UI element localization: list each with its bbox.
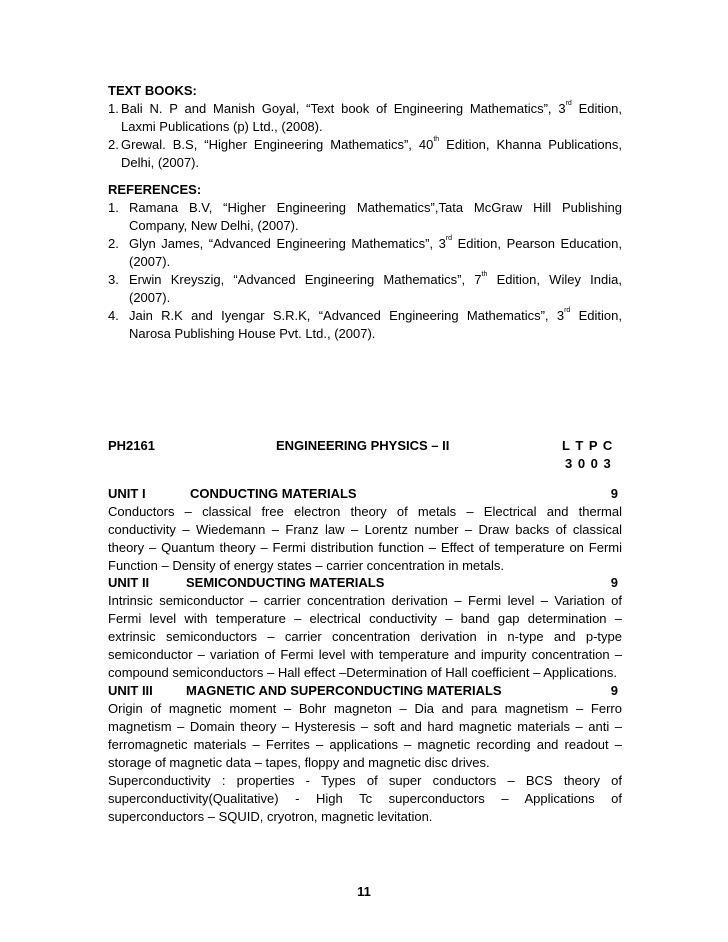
reference-item-line: Company, New Delhi, (2007).: [129, 218, 299, 233]
reference-item-number: 2.: [108, 236, 119, 251]
references-heading: REFERENCES:: [108, 182, 202, 197]
reference-item-number: 4.: [108, 308, 119, 323]
textbooks-heading: TEXT BOOKS:: [108, 83, 197, 98]
unit-heading: [108, 574, 622, 592]
unit-description-line: theory – Quantum theory – Fermi distribution function – Effect of temperature on Fermi: [108, 540, 622, 555]
unit-description-line: Intrinsic semiconductor – carrier concentration derivation – Fermi level – Variation of: [108, 593, 622, 608]
unit-title: MAGNETIC AND SUPERCONDUCTING MATERIALS: [186, 683, 502, 698]
ltpc-values: 3 0 0 3: [565, 456, 611, 471]
unit-description-line: ferromagnetic materials – Ferrites – applications – magnetic recording and readout –: [108, 737, 622, 752]
unit-hours: 9: [610, 486, 618, 501]
reference-item: [108, 199, 622, 235]
textbook-item-line: Laxmi Publications (p) Ltd., (2008).: [121, 119, 323, 134]
textbook-item-number: 1.: [108, 101, 119, 116]
reference-item-number: 3.: [108, 272, 119, 287]
unit-heading: [108, 485, 622, 503]
unit-label: UNIT III: [108, 683, 153, 698]
unit-description-line: Conductors – classical free electron theory of metals – Electrical and thermal: [108, 504, 622, 519]
unit-section: [108, 574, 622, 682]
unit-description-line: Origin of magnetic moment – Bohr magneton – Dia and para magnetism – Ferro: [108, 701, 622, 716]
unit-description: [108, 592, 622, 682]
textbook-item-line: Delhi, (2007).: [121, 155, 200, 170]
textbook-item-line: Grewal. B.S, “Higher Engineering Mathematics”, 40th Edition, Khanna Publications,: [121, 135, 623, 152]
reference-item: [108, 307, 622, 343]
unit-description-line: Function – Density of energy states – carrier concentration in metals.: [108, 558, 504, 573]
page-number: 11: [357, 884, 371, 899]
unit-description-line: compound semiconductors – Hall effect –Determination of Hall coefficient – Applications.: [108, 665, 617, 680]
unit-label: UNIT II: [108, 575, 150, 590]
reference-item-line: Narosa Publishing House Pvt. Ltd., (2007).: [129, 326, 376, 341]
reference-item-line: (2007).: [129, 254, 171, 269]
unit-heading: [108, 682, 622, 700]
unit-hours: 9: [610, 683, 618, 698]
textbook-item-line: Bali N. P and Manish Goyal, “Text book of Engineering Mathematics”, 3rd Edition,: [121, 99, 622, 116]
course-code: PH2161: [108, 438, 155, 453]
unit-description-line: storage of magnetic data – tapes, floppy and magnetic disc drives.: [108, 755, 490, 770]
unit-section: [108, 485, 622, 575]
reference-item-number: 1.: [108, 200, 119, 215]
unit-description: [108, 700, 622, 826]
unit-title: SEMICONDUCTING MATERIALS: [186, 575, 385, 590]
course-credits: [108, 456, 622, 474]
textbook-item: [108, 136, 622, 172]
reference-item: [108, 235, 622, 271]
unit-description-line: superconductivity(Qualitative) - High Tc superconductors – Applications of: [108, 791, 622, 806]
course-header: [108, 438, 622, 456]
unit-description-line: extrinsic semiconductors – carrier concentration derivation in n-type and p-type: [108, 629, 622, 644]
ltpc-label: L T P C: [562, 438, 613, 453]
unit-description-line: conductivity – Wiedemann – Franz law – Lorentz number – Draw backs of classical: [108, 522, 622, 537]
reference-item-line: Ramana B.V, “Higher Engineering Mathematics”,Tata McGraw Hill Publishing: [129, 200, 622, 215]
unit-title: CONDUCTING MATERIALS: [190, 486, 357, 501]
textbook-item: [108, 100, 622, 136]
unit-label: UNIT I: [108, 486, 146, 501]
unit-description-line: magnetism – Domain theory – Hysteresis – soft and hard magnetic materials – anti –: [108, 719, 622, 734]
course-title: ENGINEERING PHYSICS – II: [276, 438, 450, 453]
unit-description-line: Fermi level with temperature – electrical conductivity – band gap determination –: [108, 611, 622, 626]
reference-item: [108, 271, 622, 307]
textbook-item-number: 2.: [108, 137, 119, 152]
textbooks-section: [108, 82, 622, 172]
unit-description-line: superconductors – SQUID, cryotron, magnetic levitation.: [108, 809, 433, 824]
reference-item-line: Jain R.K and Iyengar S.R.K, “Advanced Engineering Mathematics”, 3rd Edition,: [129, 306, 622, 323]
unit-hours: 9: [610, 575, 618, 590]
unit-section: [108, 682, 622, 826]
references-section: [108, 181, 622, 343]
reference-item-line: (2007).: [129, 290, 171, 305]
reference-item-line: Erwin Kreyszig, “Advanced Engineering Mathematics”, 7th Edition, Wiley India,: [129, 270, 622, 287]
unit-description: [108, 503, 622, 575]
unit-description-line: semiconductor – variation of Fermi level with temperature and impurity concentration –: [108, 647, 622, 662]
reference-item-line: Glyn James, “Advanced Engineering Mathematics”, 3rd Edition, Pearson Education,: [129, 234, 622, 251]
unit-description-line: Superconductivity : properties - Types of super conductors – BCS theory of: [108, 773, 622, 788]
